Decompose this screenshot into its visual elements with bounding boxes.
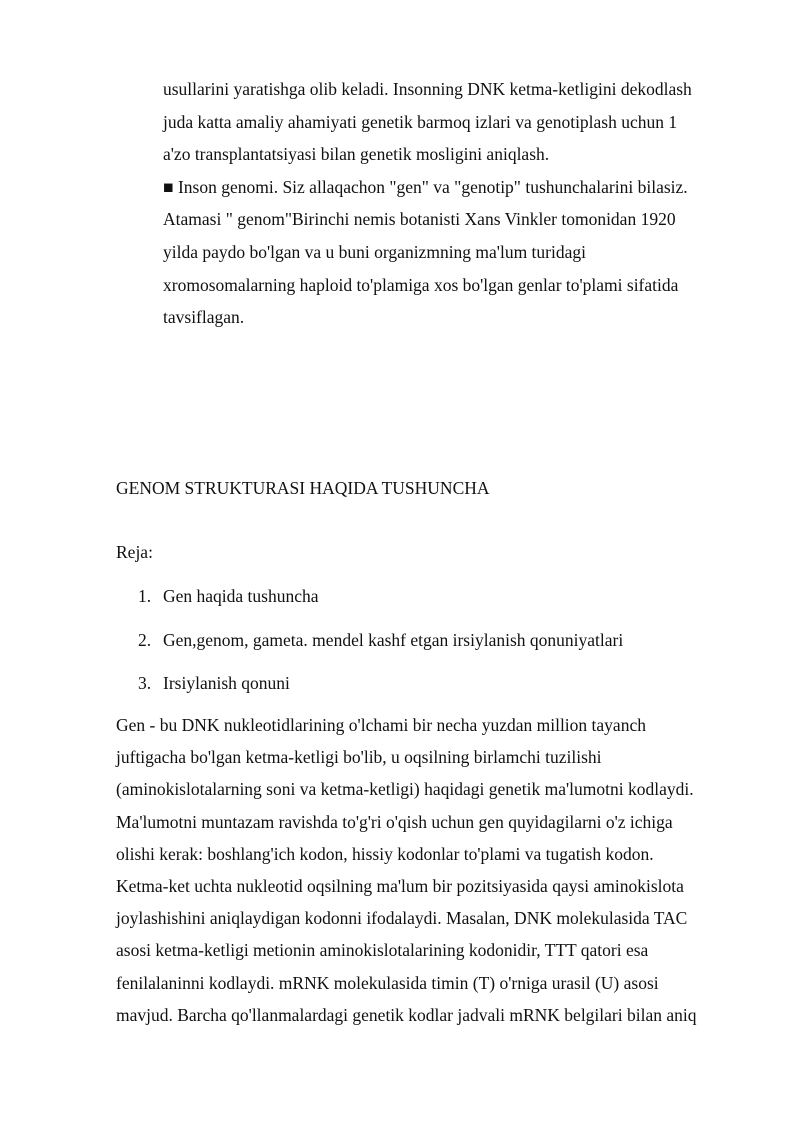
list-item-text: Irsiylanish qonuni (163, 673, 290, 693)
list-item (138, 667, 623, 711)
list-number: 2. (138, 629, 152, 650)
plan-label: Reja: (116, 542, 153, 562)
text-line: yilda paydo bo'lgan va u buni organizmning ma'lum turidagi (163, 241, 586, 262)
text-line: xromosomalarning haploid to'plamiga xos bo'lgan genlar to'plami sifatida (163, 274, 679, 295)
text-line: Gen - bu DNK nukleotidlarining o'lchami bir necha yuzdan million tayanch (116, 715, 646, 735)
list-item-text: Gen,genom, gameta. mendel kashf etgan irsiylanish qonuniyatlari (163, 629, 624, 650)
text-line: Atamasi " genom"Birinchi nemis botanisti Xans Vinkler tomonidan 1920 (163, 209, 676, 230)
list-number: 3. (138, 673, 152, 693)
text-line: ■ Inson genomi. Siz allaqachon "gen" va "genotip" tushunchalarini bilasiz. (163, 176, 688, 197)
plan-list (138, 580, 623, 711)
text-line: (aminokislotalarning soni va ketma-ketligi) haqidagi genetik ma'lumotni kodlaydi. (116, 779, 694, 800)
list-item (138, 580, 623, 624)
text-line: usullarini yaratishga olib keladi. Insonning DNK ketma-ketligini dekodlash (163, 79, 692, 99)
text-line: juda katta amaliy ahamiyati genetik barmoq izlari va genotiplash uchun 1 (163, 111, 678, 132)
text-line: Ketma-ket uchta nukleotid oqsilning ma'lum bir pozitsiyasida qaysi aminokislota (116, 875, 684, 896)
text-line: asosi ketma-ketligi metionin aminokislotalarining kodonidir, TTT qatori esa (116, 940, 649, 961)
list-number: 1. (138, 586, 152, 606)
text-line: fenilalaninni kodlaydi. mRNK molekulasida timin (T) o'rniga urasil (U) asosi (116, 972, 659, 993)
section-heading: GENOM STRUKTURASI HAQIDA TUSHUNCHA (116, 478, 490, 498)
text-line: a'zo transplantatsiyasi bilan genetik mosligini aniqlash. (163, 144, 550, 165)
text-line: juftigacha bo'lgan ketma-ketligi bo'lib, u oqsilning birlamchi tuzilishi (116, 747, 602, 768)
list-item (138, 624, 623, 668)
text-line: tavsiflagan. (163, 307, 245, 328)
body-paragraph (116, 709, 756, 1031)
text-line: mavjud. Barcha qo'llanmalardagi genetik kodlar jadvali mRNK belgilari bilan aniq (116, 1004, 697, 1025)
list-item-text: Gen haqida tushuncha (163, 586, 319, 606)
text-line: Ma'lumotni muntazam ravishda to'g'ri o'qish uchun gen quyidagilarni o'z ichiga (116, 811, 673, 832)
text-line: olishi kerak: boshlang'ich kodon, hissiy kodonlar to'plami va tugatish kodon. (116, 843, 654, 864)
intro-paragraph (163, 73, 753, 334)
text-line: joylashishini aniqlaydigan kodonni ifodalaydi. Masalan, DNK molekulasida TAC (116, 908, 688, 929)
